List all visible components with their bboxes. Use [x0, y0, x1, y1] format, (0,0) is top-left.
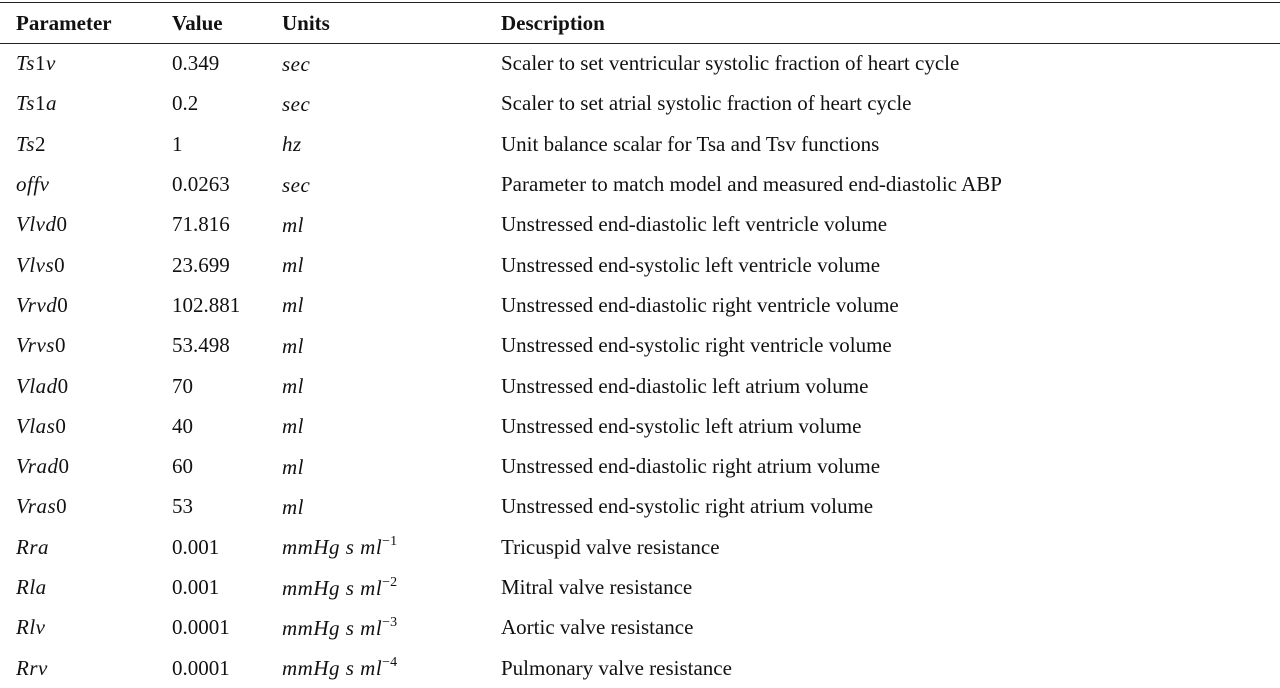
cell-parameter	[0, 648, 156, 688]
units-base: mmHg s ml	[282, 656, 382, 680]
table-row	[0, 406, 1280, 446]
cell-value: 0.349	[156, 44, 266, 84]
units-text	[282, 92, 310, 116]
cell-description: Unit balance scalar for Tsa and Tsv functions	[485, 124, 1280, 164]
cell-description: Pulmonary valve resistance	[485, 648, 1280, 688]
cell-parameter	[0, 84, 156, 124]
parameter-symbol	[16, 414, 66, 438]
units-exponent: −4	[382, 655, 397, 670]
units-text	[282, 414, 304, 438]
cell-parameter	[0, 205, 156, 245]
units-text	[282, 132, 302, 156]
units-text	[282, 293, 304, 317]
table-row	[0, 487, 1280, 527]
cell-value: 0.0001	[156, 648, 266, 688]
parameter-symbol-digit: 0	[56, 212, 67, 236]
cell-units	[266, 366, 485, 406]
parameter-symbol	[16, 333, 66, 357]
parameter-symbol-italic: Ts	[16, 51, 35, 75]
table-row	[0, 326, 1280, 366]
table-header	[0, 3, 1280, 44]
cell-value: 0.001	[156, 567, 266, 607]
cell-description: Tricuspid valve resistance	[485, 527, 1280, 567]
cell-value: 102.881	[156, 285, 266, 325]
table-row	[0, 245, 1280, 285]
table-row	[0, 124, 1280, 164]
parameter-symbol-digit: 0	[57, 293, 68, 317]
units-text	[282, 52, 310, 76]
parameter-symbol	[16, 172, 50, 196]
cell-units	[266, 326, 485, 366]
cell-description: Unstressed end-systolic left atrium volume	[485, 406, 1280, 446]
units-base: ml	[282, 334, 304, 358]
table-row	[0, 608, 1280, 648]
parameter-symbol-digit: 0	[58, 454, 69, 478]
cell-value: 53.498	[156, 326, 266, 366]
parameter-symbol-italic: Vlvs	[16, 253, 54, 277]
units-text	[282, 253, 304, 277]
table-row	[0, 567, 1280, 607]
units-base: ml	[282, 495, 304, 519]
cell-description: Unstressed end-diastolic right ventricle volume	[485, 285, 1280, 325]
parameter-symbol-digit: 0	[55, 333, 66, 357]
cell-parameter	[0, 608, 156, 648]
cell-units	[266, 44, 485, 84]
cell-units	[266, 164, 485, 204]
cell-parameter	[0, 527, 156, 567]
table-row	[0, 366, 1280, 406]
cell-description: Scaler to set atrial systolic fraction of heart cycle	[485, 84, 1280, 124]
cell-units	[266, 406, 485, 446]
cell-parameter	[0, 245, 156, 285]
header-row	[0, 3, 1280, 44]
cell-value: 0.2	[156, 84, 266, 124]
cell-units	[266, 124, 485, 164]
cell-description: Unstressed end-systolic left ventricle volume	[485, 245, 1280, 285]
cell-units	[266, 446, 485, 486]
units-text	[282, 213, 304, 237]
cell-value: 0.0263	[156, 164, 266, 204]
parameter-symbol	[16, 51, 56, 75]
table-row	[0, 648, 1280, 688]
parameter-symbol	[16, 535, 49, 559]
units-base: mmHg s ml	[282, 576, 382, 600]
parameter-symbol-italic: Rrv	[16, 656, 48, 680]
parameter-symbol	[16, 91, 57, 115]
parameter-symbol-digit: 1	[35, 91, 46, 115]
cell-description: Unstressed end-systolic right atrium volume	[485, 487, 1280, 527]
units-base: mmHg s ml	[282, 535, 382, 559]
cell-value: 23.699	[156, 245, 266, 285]
parameter-symbol-digit: 0	[56, 494, 67, 518]
cell-parameter	[0, 487, 156, 527]
header-parameter: Parameter	[0, 3, 156, 44]
units-base: hz	[282, 132, 302, 156]
units-text	[282, 374, 304, 398]
units-base: ml	[282, 455, 304, 479]
cell-value: 53	[156, 487, 266, 527]
cell-units	[266, 608, 485, 648]
parameter-symbol-italic: Rla	[16, 575, 47, 599]
parameter-symbol	[16, 656, 48, 680]
units-text	[282, 495, 304, 519]
cell-parameter	[0, 124, 156, 164]
cell-units	[266, 84, 485, 124]
cell-parameter	[0, 326, 156, 366]
units-base: mmHg s ml	[282, 616, 382, 640]
parameter-symbol-italic: Vrvd	[16, 293, 57, 317]
cell-units	[266, 527, 485, 567]
header-description: Description	[485, 3, 1280, 44]
cell-value: 70	[156, 366, 266, 406]
parameter-symbol-italic: Vlas	[16, 414, 55, 438]
units-base: sec	[282, 92, 310, 116]
parameter-symbol-italic: Rra	[16, 535, 49, 559]
parameter-symbol-italic: Vrad	[16, 454, 58, 478]
cell-value: 40	[156, 406, 266, 446]
table-row	[0, 527, 1280, 567]
cell-parameter	[0, 406, 156, 446]
cell-description: Unstressed end-diastolic left atrium volume	[485, 366, 1280, 406]
cell-value: 0.0001	[156, 608, 266, 648]
table-row	[0, 446, 1280, 486]
cell-value: 1	[156, 124, 266, 164]
table-row	[0, 285, 1280, 325]
cell-description: Unstressed end-diastolic left ventricle volume	[485, 205, 1280, 245]
cell-description: Unstressed end-diastolic right atrium volume	[485, 446, 1280, 486]
parameter-symbol-digit: 0	[58, 374, 69, 398]
cell-description: Mitral valve resistance	[485, 567, 1280, 607]
parameter-symbol	[16, 575, 47, 599]
table-row	[0, 205, 1280, 245]
parameter-symbol-italic: Ts	[16, 91, 35, 115]
header-units: Units	[266, 3, 485, 44]
parameter-symbol	[16, 615, 45, 639]
cell-parameter	[0, 285, 156, 325]
units-base: ml	[282, 253, 304, 277]
cell-description: Unstressed end-systolic right ventricle volume	[485, 326, 1280, 366]
parameter-symbol-digit: 0	[54, 253, 65, 277]
cell-units	[266, 245, 485, 285]
parameter-symbol-tail: a	[46, 91, 57, 115]
parameter-symbol-italic: offv	[16, 172, 50, 196]
header-value: Value	[156, 3, 266, 44]
units-exponent: −2	[382, 575, 397, 590]
cell-parameter	[0, 446, 156, 486]
units-text	[282, 535, 397, 559]
cell-units	[266, 648, 485, 688]
parameter-table	[0, 2, 1280, 688]
parameter-symbol-digit: 2	[35, 132, 46, 156]
parameter-symbol-tail: v	[46, 51, 56, 75]
cell-description: Parameter to match model and measured end-diastolic ABP	[485, 164, 1280, 204]
parameter-symbol-digit: 0	[55, 414, 66, 438]
cell-value: 0.001	[156, 527, 266, 567]
parameter-symbol-italic: Vras	[16, 494, 56, 518]
table-row	[0, 84, 1280, 124]
parameter-symbol-digit: 1	[35, 51, 46, 75]
units-text	[282, 455, 304, 479]
parameter-symbol	[16, 494, 67, 518]
cell-value: 60	[156, 446, 266, 486]
units-text	[282, 576, 397, 600]
units-base: sec	[282, 52, 310, 76]
units-base: ml	[282, 293, 304, 317]
parameter-symbol-italic: Ts	[16, 132, 35, 156]
units-text	[282, 616, 397, 640]
parameter-symbol	[16, 212, 67, 236]
cell-parameter	[0, 366, 156, 406]
parameter-symbol	[16, 132, 46, 156]
units-text	[282, 334, 304, 358]
cell-units	[266, 205, 485, 245]
cell-parameter	[0, 164, 156, 204]
units-base: sec	[282, 173, 310, 197]
cell-parameter	[0, 44, 156, 84]
table-row	[0, 164, 1280, 204]
units-text	[282, 656, 397, 680]
parameter-symbol	[16, 253, 65, 277]
cell-description: Scaler to set ventricular systolic fraction of heart cycle	[485, 44, 1280, 84]
parameter-symbol-italic: Rlv	[16, 615, 45, 639]
cell-units	[266, 567, 485, 607]
parameter-symbol-italic: Vlvd	[16, 212, 56, 236]
table-body	[0, 44, 1280, 688]
units-exponent: −3	[382, 615, 397, 630]
cell-value: 71.816	[156, 205, 266, 245]
units-base: ml	[282, 414, 304, 438]
parameter-symbol-italic: Vrvs	[16, 333, 55, 357]
cell-units	[266, 285, 485, 325]
cell-units	[266, 487, 485, 527]
cell-parameter	[0, 567, 156, 607]
parameter-symbol	[16, 374, 69, 398]
parameter-symbol	[16, 454, 69, 478]
parameter-symbol-italic: Vlad	[16, 374, 58, 398]
units-base: ml	[282, 213, 304, 237]
units-exponent: −1	[382, 534, 397, 549]
units-base: ml	[282, 374, 304, 398]
units-text	[282, 173, 310, 197]
table-row	[0, 44, 1280, 84]
cell-description: Aortic valve resistance	[485, 608, 1280, 648]
parameter-symbol	[16, 293, 68, 317]
